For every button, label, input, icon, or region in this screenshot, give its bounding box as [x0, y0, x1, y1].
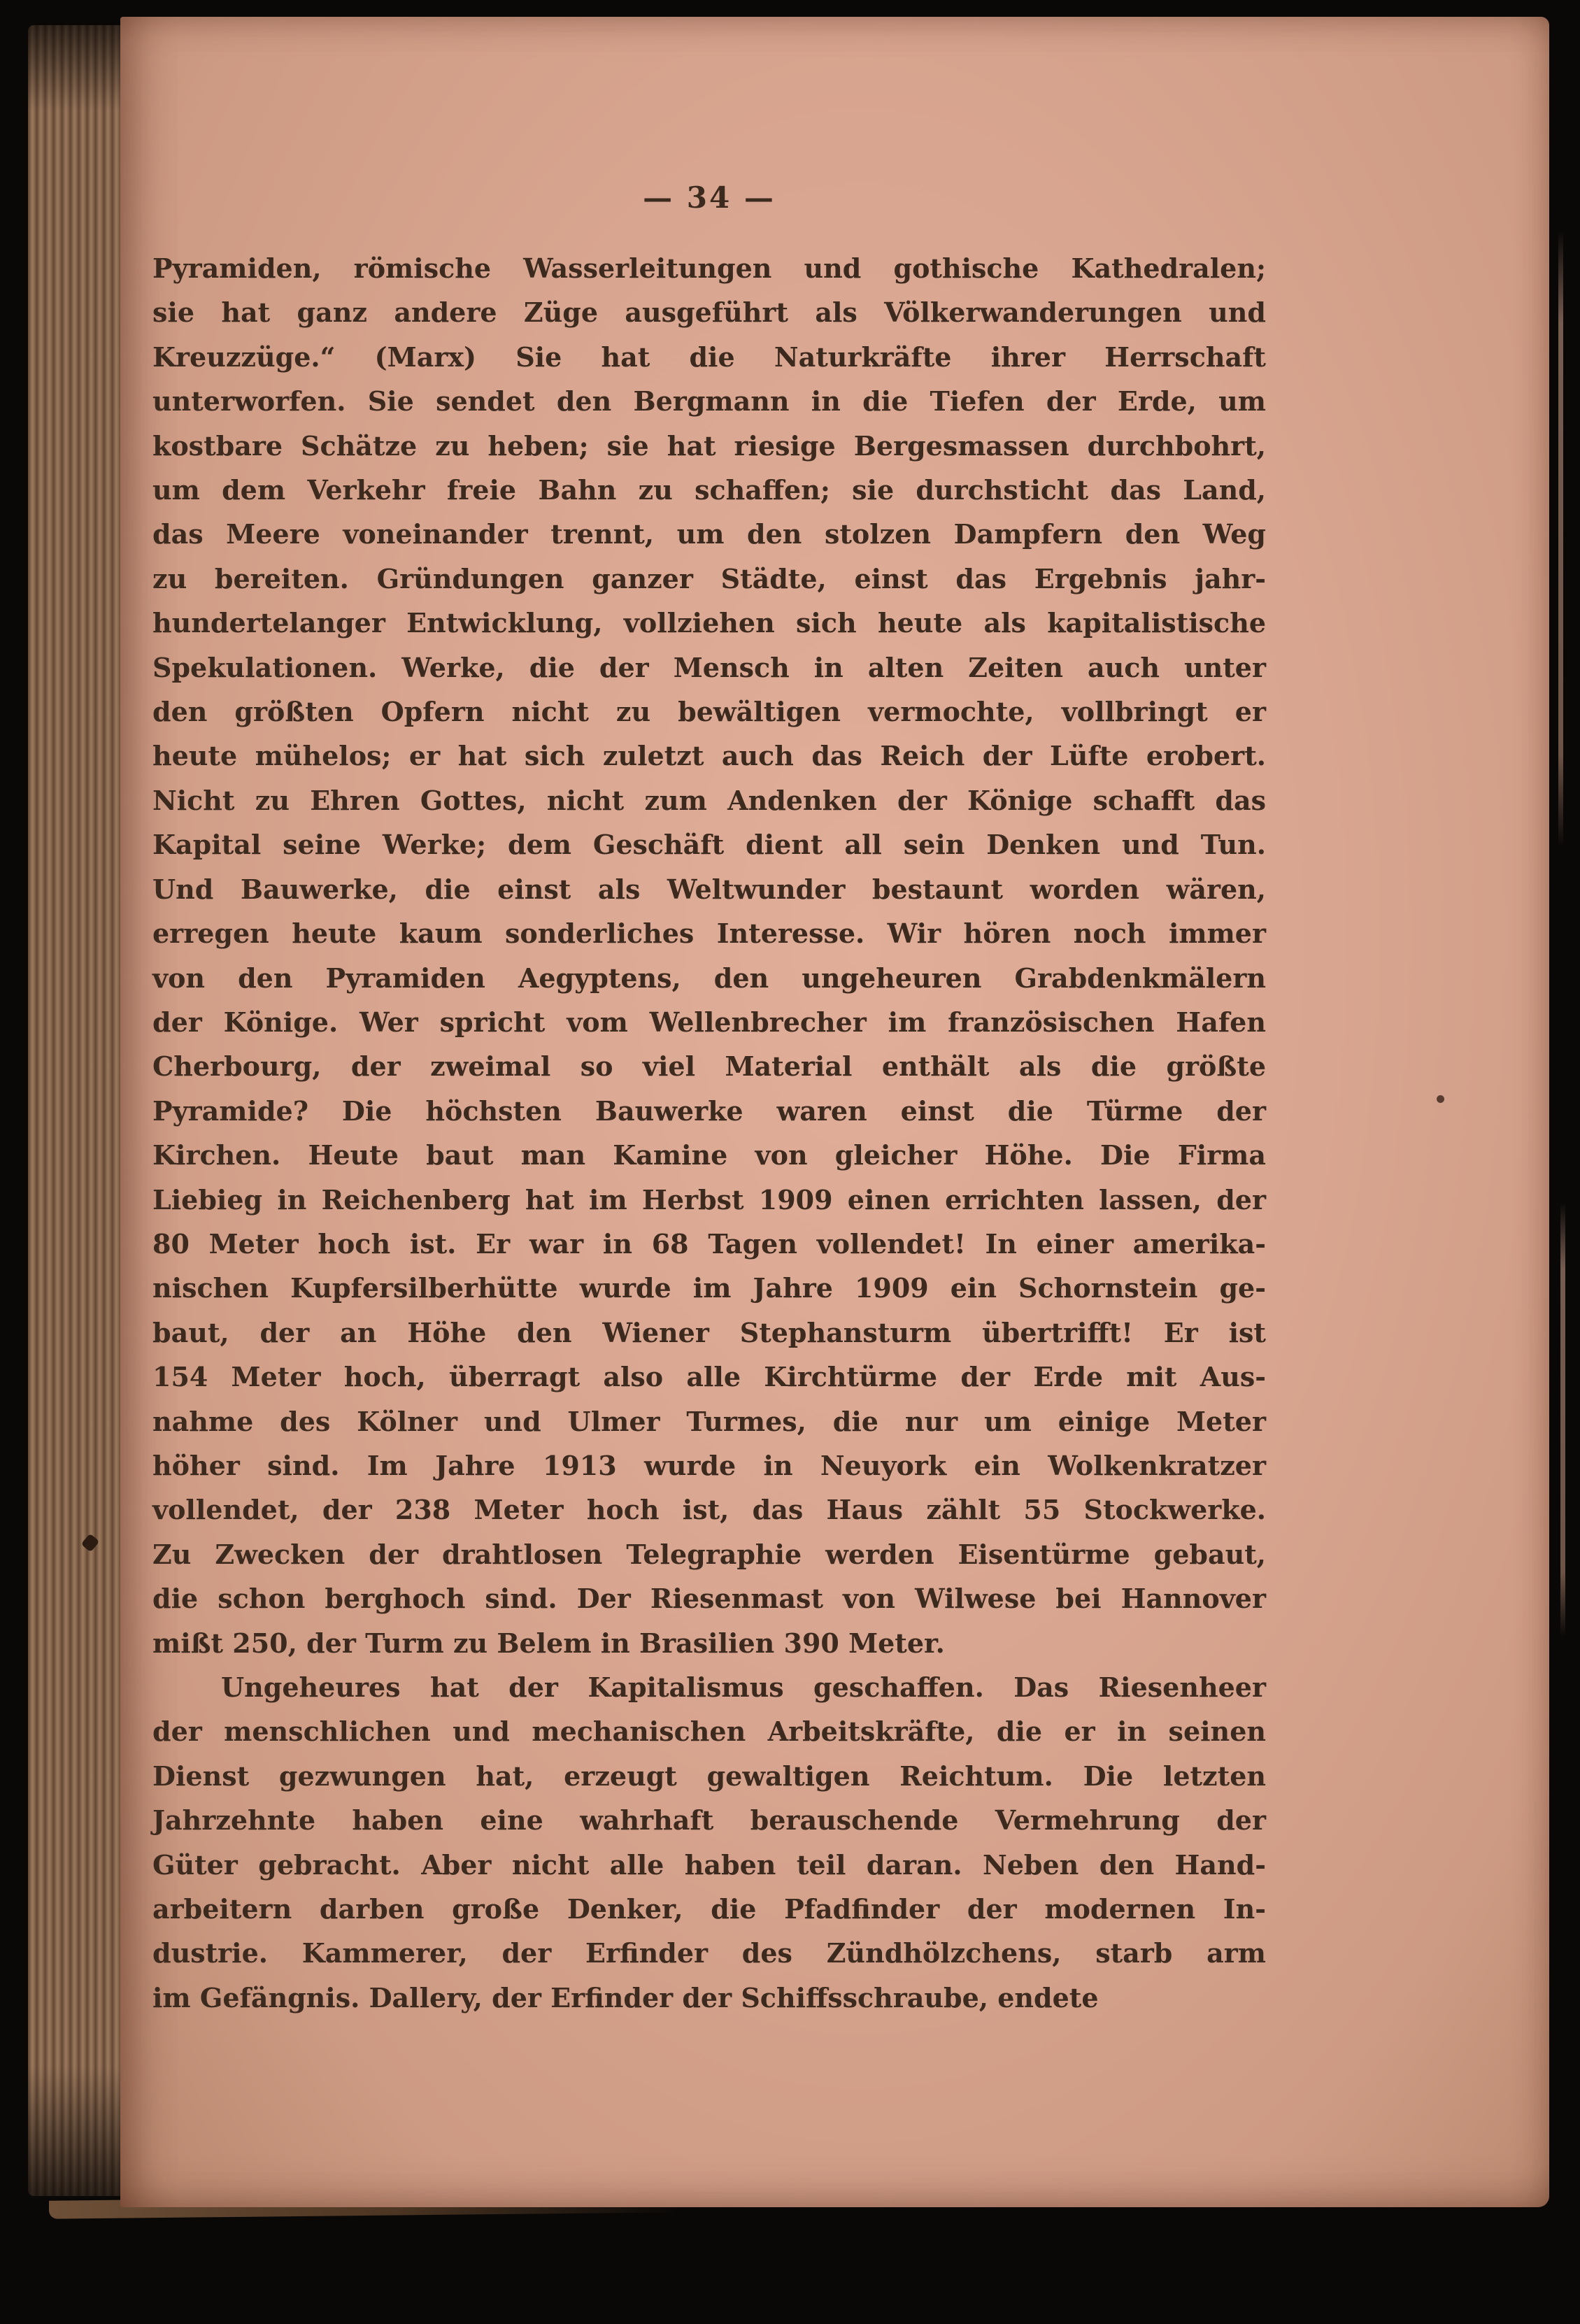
page-edge-highlight	[1558, 231, 1563, 846]
text-line: das Meere voneinander trennt, um den stolzen Dampfern den Weg	[152, 518, 1266, 550]
text-line: mißt 250, der Turm zu Belem in Brasilien 390 Meter.	[152, 1627, 945, 1659]
text-line: erregen heute kaum sonderliches Interesse. Wir hören noch immer	[152, 918, 1266, 950]
text-line: zu bereiten. Gründungen ganzer Städte, einst das Ergebnis jahr-	[152, 562, 1266, 594]
text-line: höher sind. Im Jahre 1913 wurde in Neuyork ein Wolkenkratzer	[152, 1449, 1266, 1481]
text-line: von den Pyramiden Aegyptens, den ungeheuren Grabdenkmälern	[152, 962, 1266, 994]
text-line: Pyramide? Die höchsten Bauwerke waren einst die Türme der	[152, 1095, 1266, 1127]
text-line: der Könige. Wer spricht vom Wellenbrecher im französischen Hafen	[152, 1006, 1266, 1038]
text-line: Spekulationen. Werke, die der Mensch in alten Zeiten auch unter	[152, 651, 1266, 683]
text-line: Kreuzzüge.“ (Marx) Sie hat die Naturkräfte ihrer Herrschaft	[152, 341, 1266, 373]
ink-speck	[1437, 1095, 1444, 1103]
text-line: nischen Kupfersilberhütte wurde im Jahre 1909 ein Schornstein ge-	[152, 1272, 1266, 1304]
text-line: der menschlichen und mechanischen Arbeitskräfte, die er in seinen	[152, 1716, 1266, 1748]
text-line: im Gefängnis. Dallery, der Erfinder der Schiffsschraube, endete	[152, 1981, 1099, 2013]
text-line: den größten Opfern nicht zu bewältigen vermochte, vollbringt er	[152, 696, 1266, 728]
text-line: arbeitern darben große Denker, die Pfadfinder der modernen In-	[152, 1893, 1266, 1925]
text-line: Cherbourg, der zweimal so viel Material enthält als die größte	[152, 1050, 1266, 1083]
text-line: dustrie. Kammerer, der Erfinder des Zündhölzchens, starb arm	[152, 1937, 1266, 1969]
text-line: Ungeheures hat der Kapitalismus geschaffen. Das Riesenheer	[221, 1671, 1266, 1703]
text-line: unterworfen. Sie sendet den Bergmann in die Tiefen der Erde, um	[152, 385, 1266, 418]
text-line: heute mühelos; er hat sich zuletzt auch das Reich der Lüfte erobert.	[152, 740, 1266, 772]
text-line: Und Bauwerke, die einst als Weltwunder bestaunt worden wären,	[152, 873, 1266, 905]
text-line: Zu Zwecken der drahtlosen Telegraphie werden Eisentürme gebaut,	[152, 1538, 1266, 1570]
text-line: 154 Meter hoch, überragt also alle Kirchtürme der Erde mit Aus-	[152, 1361, 1266, 1393]
text-line: vollendet, der 238 Meter hoch ist, das Haus zählt 55 Stockwerke.	[152, 1494, 1266, 1526]
text-line: um dem Verkehr freie Bahn zu schaffen; sie durchsticht das Land,	[152, 474, 1266, 506]
text-line: Jahrzehnte haben eine wahrhaft berauschende Vermehrung der	[152, 1804, 1266, 1837]
text-line: baut, der an Höhe den Wiener Stephansturm übertrifft! Er ist	[152, 1316, 1266, 1348]
text-line: sie hat ganz andere Züge ausgeführt als Völkerwanderungen und	[152, 297, 1266, 329]
text-line: Pyramiden, römische Wasserleitungen und gothische Kathedralen;	[152, 252, 1266, 284]
page-edge-highlight	[1560, 1203, 1565, 1637]
text-line: Güter gebracht. Aber nicht alle haben teil daran. Neben den Hand-	[152, 1848, 1266, 1881]
text-line: nahme des Kölner und Ulmer Turmes, die nur um einige Meter	[152, 1405, 1266, 1437]
text-line: hundertelanger Entwicklung, vollziehen sich heute als kapitalistische	[152, 607, 1266, 639]
text-line: Kirchen. Heute baut man Kamine von gleicher Höhe. Die Firma	[152, 1139, 1266, 1171]
text-line: Kapital seine Werke; dem Geschäft dient all sein Denken und Tun.	[152, 829, 1266, 861]
text-line: die schon berghoch sind. Der Riesenmast von Wilwese bei Hannover	[152, 1583, 1266, 1615]
book-page-edges	[28, 25, 122, 2196]
page-number: — 34 —	[643, 180, 776, 215]
text-line: Nicht zu Ehren Gottes, nicht zum Andenken der Könige schafft das	[152, 784, 1266, 816]
text-line: 80 Meter hoch ist. Er war in 68 Tagen vollendet! In einer amerika-	[152, 1227, 1266, 1260]
text-line: Dienst gezwungen hat, erzeugt gewaltigen Reichtum. Die letzten	[152, 1760, 1266, 1792]
text-block	[152, 246, 1266, 2020]
text-line: Liebieg in Reichenberg hat im Herbst 1909 einen errichten lassen, der	[152, 1183, 1266, 1216]
text-line: kostbare Schätze zu heben; sie hat riesige Bergesmassen durchbohrt,	[152, 429, 1266, 462]
